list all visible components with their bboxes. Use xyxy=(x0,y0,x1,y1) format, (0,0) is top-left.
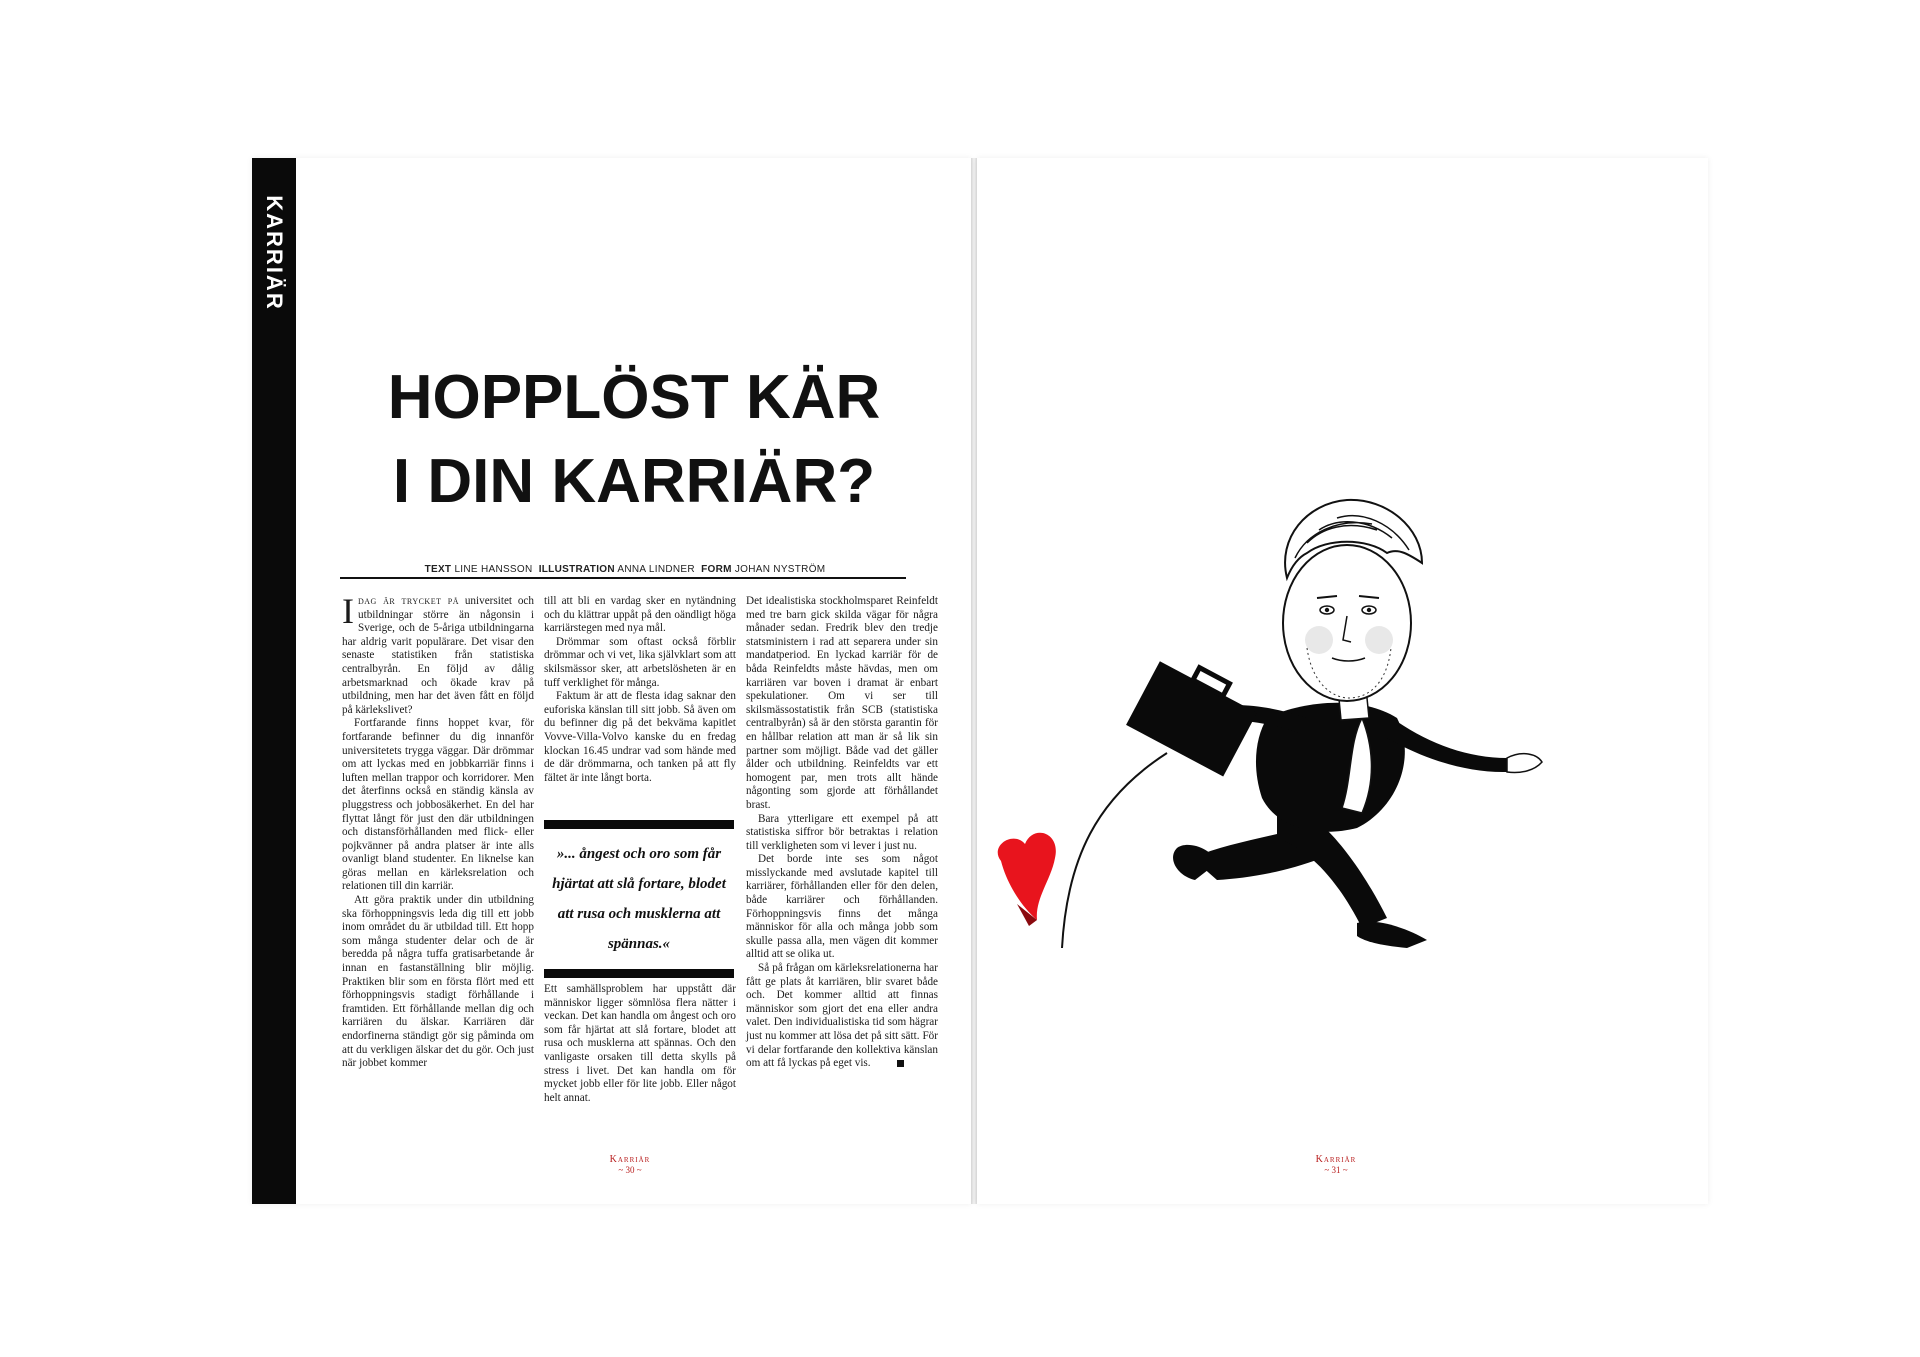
paragraph: till att bli en vardag sker en nytändning och du klättrar uppåt på den oändligt höga karriärstegen med nya mål. xyxy=(544,595,736,635)
front-shoe xyxy=(1357,922,1427,948)
headline-line-1: HOPPLÖST KÄR xyxy=(387,363,881,432)
pull-quote xyxy=(544,820,734,978)
briefcase-icon xyxy=(1126,650,1263,777)
folio-page-number: ~ 30 ~ xyxy=(618,1165,642,1175)
folio-right xyxy=(1296,1154,1376,1176)
right-cheek xyxy=(1365,626,1393,654)
headline-line-2: I DIN KARRIÄR? xyxy=(392,447,876,516)
left-page xyxy=(252,158,971,1204)
paragraph: Att göra praktik under din utbildning ska förhoppningsvis leda dig till ett jobb inom området du är utbildad till. Ett hopp som många studenter delar och de är beredda på några tuffa gratisarbetande år innan en fastanställning blir möjlig. Praktiken blir som en första flört med ett förhoppningsvis stadigt förhållande i framtiden. Ett förhållande mellan dig och karriären du älskar. Karriären där endorfinerna ständigt gör sig påminda om att du verkligen älskar det du gör. Och just när jobbet kommer xyxy=(342,894,534,1070)
folio-section: Karriär xyxy=(1315,1154,1357,1165)
paragraph: Det borde inte ses som något misslyckande med avslutade kapitel till karriärer, förhållanden eller för den delen, både karriärer och förhållanden. Förhoppningsvis finns det många människor för alla och många jobb som skulle passa alla, men vägen dit kommer alltid att se olika ut. xyxy=(746,853,938,961)
body-column-1 xyxy=(342,591,534,1071)
motion-line xyxy=(1062,753,1167,948)
paragraph xyxy=(746,962,938,1071)
section-label: KARRIÄR xyxy=(262,195,287,311)
credit-illustration-label: ILLUSTRATION xyxy=(538,564,615,575)
folio-left xyxy=(590,1154,670,1176)
paragraph xyxy=(342,591,534,717)
paragraph: Faktum är att de flesta idag saknar den euforiska känslan till sitt jobb. Så även om du befinner dig på det bekväma kapitlet Vovve-Villa-Volvo kanske du en fredag klockan 16.45 undrar vad som hände med de där drömmarna, och tanken på att fly fältet är inte långt borta. xyxy=(544,690,736,784)
left-cheek xyxy=(1305,626,1333,654)
right-page xyxy=(977,158,1708,1204)
paragraph: Fortfarande finns hoppet kvar, för fortfarande befinner du dig innanför universitetets trygga väggar. Där drömmar om att lyckas med en jobbkarriär finns i luften mellan trappor och korridorer. Men det återfinns också en ständig känsla av pluggstress och jobbosäkerhet. En del har flyttat långt för just den där utbildningen och distansförhållanden med flick- eller pojkvänner på andra platser är inte alls ovanligt bland studenter. En liknelse kan göras mellan en kärleksrelation och relationen till din karriär. xyxy=(342,717,534,893)
body-column-2 xyxy=(544,595,736,785)
drop-cap: I xyxy=(342,591,354,631)
end-mark-icon xyxy=(897,1060,904,1067)
byline xyxy=(342,564,908,575)
section-sidebar xyxy=(252,158,296,1204)
heart-icon xyxy=(998,833,1056,920)
paragraph: Det idealistiska stockholmsparet Reinfeldt med tre barn gick skilda vägar för några månader sedan. Fredrik blev den tredje statsministern i rad att separera under sin mandatperiod. En lyckad karriär för de båda Reinfeldts måste hävdas, men om karriären var boven i dramat är enbart spekulationer. Om vi ser till skilsmässostatistik från SCB (statistiska centralbyrån) så är den största garantin för en hållbar relation att man är så lik sin partner som möjligt. Både vad det gäller ålder och utbildning. Reinfeldts var ett homogent par, men trots allt hände någonting som gjorde att förhållandet brast. xyxy=(746,595,938,811)
back-shoe xyxy=(1173,845,1217,880)
paragraph: Drömmar som oftast också förblir drömmar och vi vet, lika självklart som att skilsmässor sker, att arbetslösheten är en tuff verklighet för många. xyxy=(544,635,736,689)
folio-page-number: ~ 31 ~ xyxy=(1324,1165,1348,1175)
credit-text-label: TEXT xyxy=(424,564,452,575)
paragraph xyxy=(544,983,736,1105)
folio-section: Karriär xyxy=(609,1154,651,1165)
front-arm xyxy=(1387,718,1507,772)
pull-quote-text: »... ångest och oro som får hjärtat att slå fortare, blodet att rusa och musklerna att spännas.« xyxy=(552,846,726,952)
hand xyxy=(1507,754,1542,773)
body-column-2-continued xyxy=(544,983,736,1105)
paragraph: Bara ytterligare ett exempel på att statistiska siffror bör betraktas i relation till verkligheten som vi lever i just nu. xyxy=(746,812,938,852)
headline xyxy=(342,356,926,524)
credit-form-name: JOHAN NYSTRÖM xyxy=(734,564,826,575)
credit-text-name: LINE HANSSON xyxy=(454,564,533,575)
paragraph-text: universitet och utbildningar större än någonsin i Sverige, och de 5-åriga utbildningarna har aldrig varit populärare. Det visar den senaste statistiken från statistiska centralbyrån. En följd av dålig arbetsmarknad och ökade krav på utbildning, men har det även fått en följd på kärlekslivet? xyxy=(342,595,534,716)
credit-illustration-name: ANNA LINDNER xyxy=(617,564,695,575)
paragraph-text: Ett samhällsproblem har uppstått där människor ligger sömnlösa flera nätter i veckan. Det kan handla om ångest och oro som får hjärtat att slå fortare, blodet att rusa och musklerna att spännas. Och den vanligaste orsaken till detta skylls på stress i livet. Det kan handla om för mycket jobb eller för lite jobb. Eller något helt annat. xyxy=(544,983,736,1104)
running-businessman-illustration xyxy=(977,158,1708,1204)
paragraph-text: Så på frågan om kärleksrelationerna har fått ge plats åt karriären, blir svaret både och. Det kommer alltid att finnas människor som gjort det ena eller andra valet. Den individualistiska tid som hägrar just nu kommer att lösa det på sitt sätt. För vi delar fortfarande den kollektiva känslan om att få lyckas på eget vis. xyxy=(746,962,938,1070)
body-column-3 xyxy=(746,595,938,1071)
pull-quote-bottom-bar xyxy=(544,969,734,978)
lead-in: dag är trycket på xyxy=(358,595,460,607)
credit-form-label: FORM xyxy=(701,564,732,575)
pull-quote-top-bar xyxy=(544,820,734,829)
head xyxy=(1283,545,1411,701)
byline-rule xyxy=(340,577,906,579)
